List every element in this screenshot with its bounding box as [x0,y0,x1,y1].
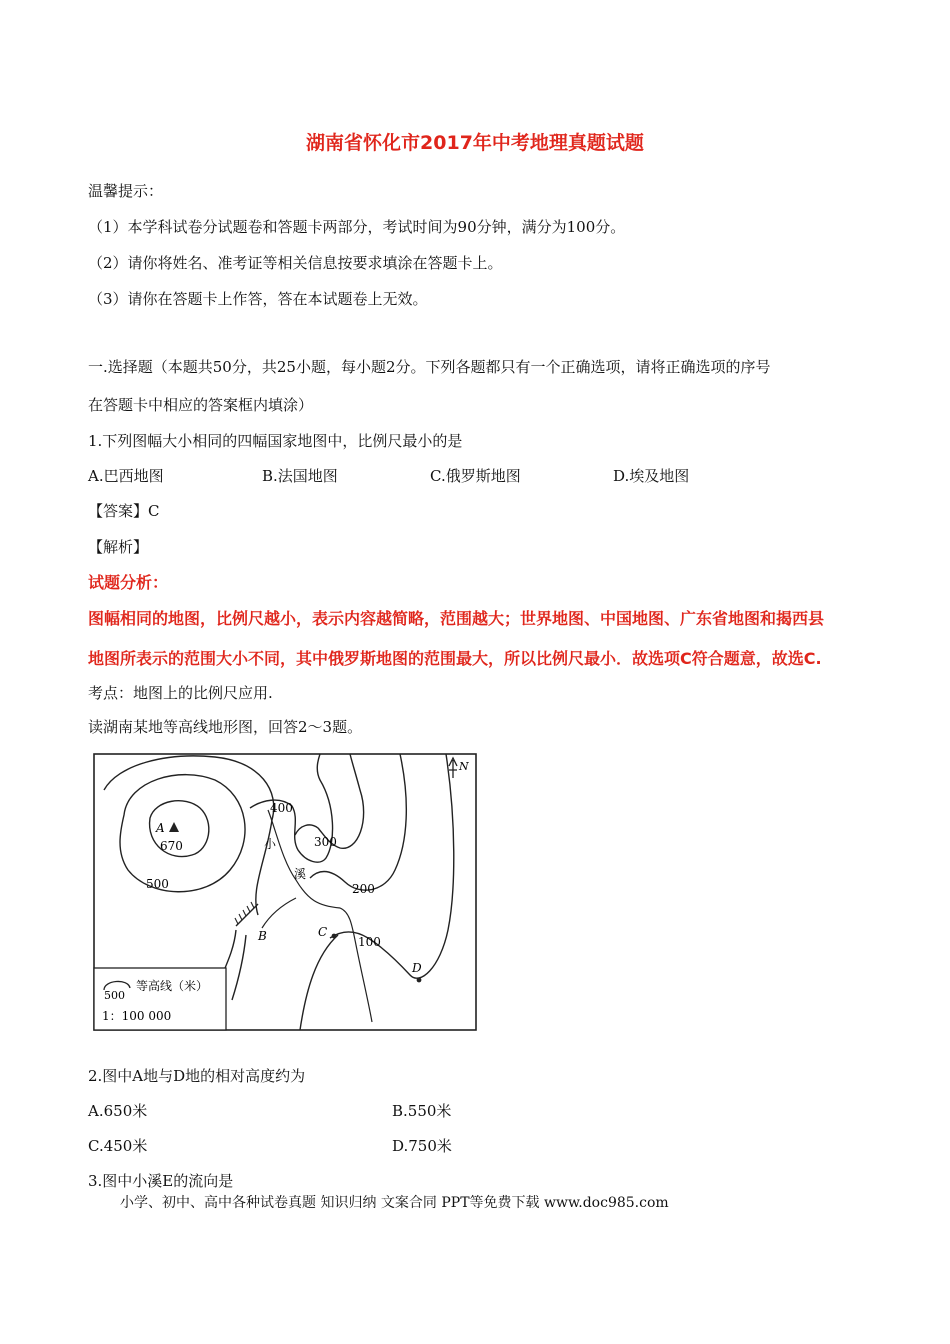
contour-lower-2 [232,935,246,1000]
question-1-option-b: B.法国地图 [262,467,338,485]
tips-heading: 温馨提示： [88,182,164,200]
contour-100 [330,754,454,978]
legend-value: 500 [104,989,125,1002]
kaodian: 考点：地图上的比例尺应用. [88,684,273,702]
section-heading-line1: 一.选择题（本题共50分，共25小题，每小题2分。下列各题都只有一个正确选项，请将正确选项的序号 [88,358,771,376]
point-c-dot [332,934,337,939]
question-2-option-c: C.450米 [88,1137,148,1155]
question-1-answer: 【答案】C [88,502,160,520]
question-1-option-d: D.埃及地图 [613,467,690,485]
legend-text: 等高线（米） [136,979,209,993]
label-c: C [318,925,328,939]
tip-item-2: （2）请你将姓名、准考证等相关信息按要求填涂在答题卡上。 [88,254,503,272]
contour-ring-500 [120,775,245,892]
label-a: A [156,821,165,835]
label-b: B [258,929,267,943]
stream-branch [262,898,296,928]
question-1-stem: 1.下列图幅大小相同的四幅国家地图中，比例尺最小的是 [88,432,463,450]
label-100: 100 [358,935,381,949]
map-intro: 读湖南某地等高线地形图，回答2～3题。 [88,718,363,736]
cliff-hatch [235,902,254,924]
label-stream-1: 小 [264,837,277,851]
question-1-analysis-label: 【解析】 [88,538,149,556]
question-1-option-a: A.巴西地图 [88,467,164,485]
question-3-stem: 3.图中小溪E的流向是 [88,1172,234,1190]
question-2-option-a: A.650米 [88,1102,148,1120]
label-200: 200 [352,882,375,896]
analysis-title: 试题分析： [88,573,169,592]
question-2-option-b: B.550米 [392,1102,452,1120]
label-stream-2: 溪 [294,867,307,881]
page-title: 湖南省怀化市2017年中考地理真题试题 [306,132,644,154]
label-d: D [412,961,422,975]
question-2-stem: 2.图中A地与D地的相对高度约为 [88,1067,306,1085]
summit-triangle-icon [169,822,179,832]
question-1-option-c: C.俄罗斯地图 [430,467,521,485]
contour-200 [310,754,406,890]
analysis-line-1: 图幅相同的地图，比例尺越小，表示内容越简略，范围越大；世界地图、中国地图、广东省地图和揭西县 [88,609,825,628]
section-heading-line2: 在答题卡中相应的答案框内填涂） [88,396,314,414]
label-400: 400 [270,801,293,815]
label-north: N [459,760,469,773]
legend-scale: 1：100 000 [102,1009,172,1023]
question-2-option-d: D.750米 [392,1137,452,1155]
tip-item-1: （1）本学科试卷分试题卷和答题卡两部分，考试时间为90分钟，满分为100分。 [88,218,626,236]
tip-item-3: （3）请你在答题卡上作答，答在本试题卷上无效。 [88,290,428,308]
label-300: 300 [314,835,337,849]
north-arrow-icon [449,758,457,778]
point-d-dot [417,978,422,983]
label-a-elevation: 670 [160,839,183,853]
page-footer: 小学、初中、高中各种试卷真题 知识归纳 文案合同 PPT等免费下载 www.doc985.com [120,1195,669,1211]
contour-lower-3 [300,935,338,1030]
analysis-line-2: 地图所表示的范围大小不同，其中俄罗斯地图的范围最大，所以比例尺最小．故选项C符合题意，故选C. [88,649,822,668]
label-500: 500 [146,877,169,891]
